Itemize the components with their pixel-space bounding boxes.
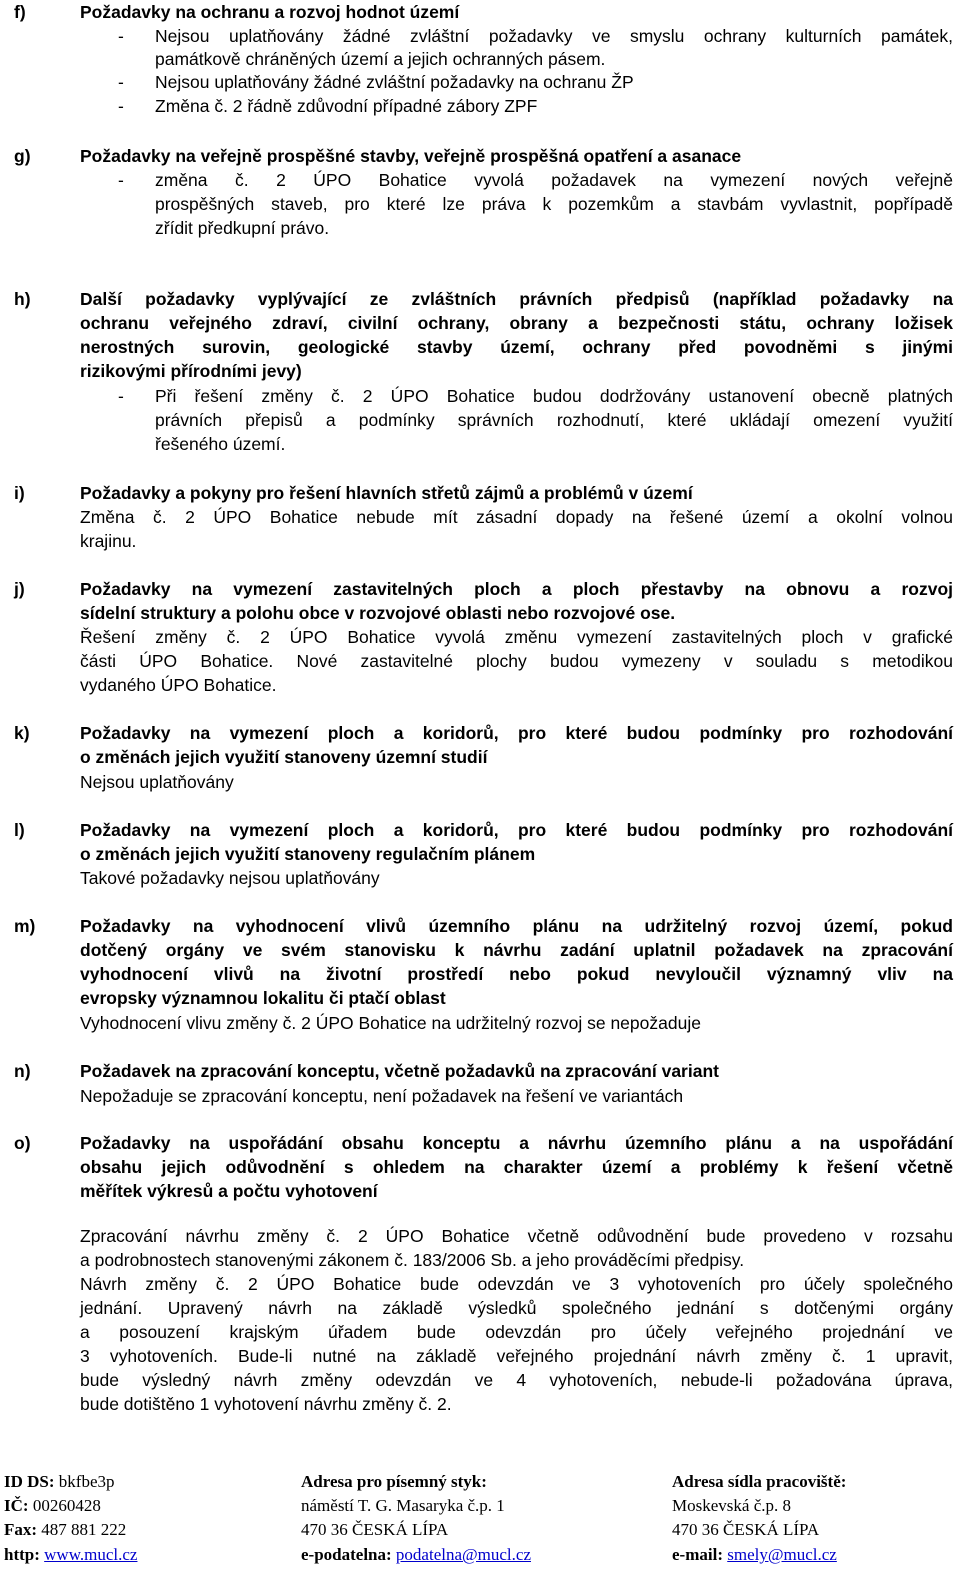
list-item: Nejsou uplatňovány žádné zvláštní požadavky ve smyslu ochrany kulturních památek,	[155, 26, 953, 46]
section-title: nerostných surovin, geologické stavby území, ochrany před povodněmi s jinými	[80, 337, 953, 357]
section-title: Požadavky na vymezení ploch a koridorů, pro které budou podmínky pro rozhodování	[80, 723, 953, 743]
section-letter: o)	[14, 1133, 31, 1153]
section-letter: m)	[14, 916, 36, 936]
paragraph-line: části ÚPO Bohatice. Nové zastavitelné plochy budou vymezeny v souladu s metodikou	[80, 651, 953, 671]
footer-label: e-podatelna:	[301, 1545, 392, 1564]
footer-http	[4, 1544, 137, 1566]
section-title: rizikovými přírodními jevy)	[80, 361, 302, 381]
section-title: Požadavky na veřejně prospěšné stavby, veřejně prospěšná opatření a asanace	[80, 146, 742, 166]
section-letter: l)	[14, 820, 25, 840]
section-letter: k)	[14, 723, 30, 743]
footer-postal-heading: Adresa pro písemný styk:	[301, 1472, 487, 1491]
section-title: měřítek výkresů a počtu vyhotovení	[80, 1181, 378, 1201]
footer-office-line: 470 36 ČESKÁ LÍPA	[672, 1520, 820, 1539]
section-title: Požadavky a pokyny pro řešení hlavních střetů zájmů a problémů v území	[80, 483, 693, 503]
section-title: dotčený orgány ve svém stanovisku k návrhu zadání uplatnil požadavek na zpracování	[80, 940, 953, 960]
email-link[interactable]: smely@mucl.cz	[727, 1545, 837, 1564]
bullet: -	[118, 386, 124, 406]
paragraph-line: jednání. Upravený návrh na základě výsledků společného jednání s dotčenými orgány	[80, 1298, 953, 1318]
paragraph-line: Takové požadavky nejsou uplatňovány	[80, 868, 380, 888]
footer-label: IČ:	[4, 1496, 29, 1515]
bullet: -	[118, 170, 124, 190]
section-title: Požadavky na vymezení ploch a koridorů, pro které budou podmínky pro rozhodování	[80, 820, 953, 840]
section-letter: n)	[14, 1061, 31, 1081]
footer-value: bkfbe3p	[54, 1472, 115, 1491]
paragraph-line: Zpracování návrhu změny č. 2 ÚPO Bohatice včetně odůvodnění bude provedeno v rozsahu	[80, 1226, 953, 1246]
footer-label: Fax:	[4, 1520, 38, 1539]
footer-label: ID DS:	[4, 1472, 55, 1491]
bullet: -	[118, 96, 124, 116]
footer-label: http:	[4, 1545, 40, 1564]
paragraph-line: změna č. 2 ÚPO Bohatice vyvolá požadavek na vymezení nových veřejně	[155, 170, 953, 190]
footer-office-heading: Adresa sídla pracoviště:	[672, 1472, 847, 1491]
list-item: Nejsou uplatňovány žádné zvláštní požadavky na ochranu ŽP	[155, 72, 634, 92]
footer-epodatelna	[301, 1544, 531, 1566]
paragraph-line: Nejsou uplatňovány	[80, 772, 234, 792]
footer-id-ds	[4, 1471, 115, 1493]
footer-ic	[4, 1495, 101, 1517]
footer-email	[672, 1544, 837, 1566]
section-title: Požadavek na zpracování konceptu, včetně požadavků na zpracování variant	[80, 1061, 719, 1081]
list-item: památkově chráněných území a jejich ochranných pásem.	[155, 49, 606, 69]
paragraph-line: a podrobnostech stanovenými zákonem č. 183/2006 Sb. a jeho prováděcími předpisy.	[80, 1250, 745, 1270]
list-item: Změna č. 2 řádně zdůvodní případné zábory ZPF	[155, 96, 538, 116]
paragraph-line: právních přepisů a podmínky správních rozhodnutí, které ukládají omezení využití	[155, 410, 953, 430]
footer-value: 487 881 222	[37, 1520, 127, 1539]
bullet: -	[118, 72, 124, 92]
epodatelna-link[interactable]: podatelna@mucl.cz	[395, 1545, 531, 1564]
paragraph-line: zřídit předkupní právo.	[155, 218, 330, 238]
paragraph-line: Řešení změny č. 2 ÚPO Bohatice vyvolá změnu vymezení zastavitelných ploch v grafické	[80, 627, 953, 647]
bullet: -	[118, 26, 124, 46]
section-letter: i)	[14, 483, 25, 503]
footer-office-line: Moskevská č.p. 8	[672, 1496, 791, 1515]
paragraph-line: prospěšných staveb, pro které lze práva k pozemkům a stavbám vyvlastnit, popřípadě	[155, 194, 953, 214]
paragraph-line: 3 vyhotoveních. Bude-li nutné na základě veřejného projednání návrh změny č. 1 upravit,	[80, 1346, 953, 1366]
section-title: Další požadavky vyplývající ze zvláštních právních předpisů (například požadavky na	[80, 289, 953, 309]
paragraph-line: Změna č. 2 ÚPO Bohatice nebude mít zásadní dopady na řešené území a okolní volnou	[80, 507, 953, 527]
section-letter: f)	[14, 2, 26, 22]
section-title: obsahu jejich odůvodnění s ohledem na charakter území a problémy k řešení včetně	[80, 1157, 953, 1177]
section-title: vyhodnocení vlivů na životní prostředí nebo pokud nevyloučil významný vliv na	[80, 964, 953, 984]
paragraph-line: bude dotištěno 1 vyhotovení návrhu změny č. 2.	[80, 1394, 452, 1414]
paragraph-line: Nepožaduje se zpracování konceptu, není požadavek na řešení ve variantách	[80, 1086, 684, 1106]
footer-fax	[4, 1519, 126, 1541]
section-title: Požadavky na vymezení zastavitelných ploch a ploch přestavby na obnovu a rozvoj	[80, 579, 953, 599]
paragraph-line: bude výsledný návrh změny odevzdán ve 4 vyhotoveních, nebude-li požadována úprava,	[80, 1370, 953, 1390]
footer-value: 00260428	[28, 1496, 101, 1515]
section-title: o změnách jejich využití stanoveny regulačním plánem	[80, 844, 536, 864]
paragraph-line: a posouzení krajským úřadem bude odevzdán pro účely veřejného projednání ve	[80, 1322, 953, 1342]
section-letter: j)	[14, 579, 25, 599]
section-title: Požadavky na uspořádání obsahu konceptu a návrhu územního plánu a na uspořádání	[80, 1133, 953, 1153]
paragraph-line: řešeného území.	[155, 434, 286, 454]
paragraph-line: Vyhodnocení vlivu změny č. 2 ÚPO Bohatice na udržitelný rozvoj se nepožaduje	[80, 1013, 701, 1033]
section-letter: h)	[14, 289, 31, 309]
section-letter: g)	[14, 146, 31, 166]
paragraph-line: vydaného ÚPO Bohatice.	[80, 675, 277, 695]
footer-postal-line: 470 36 ČESKÁ LÍPA	[301, 1520, 449, 1539]
section-title: Požadavky na vyhodnocení vlivů územního plánu na udržitelný rozvoj území, pokud	[80, 916, 953, 936]
section-title: ochranu veřejného zdraví, civilní ochrany, obrany a bezpečnosti státu, ochrany ložisek	[80, 313, 953, 333]
paragraph-line: Návrh změny č. 2 ÚPO Bohatice bude odevzdán ve 3 vyhotoveních pro účely společného	[80, 1274, 953, 1294]
paragraph-line: krajinu.	[80, 531, 137, 551]
section-title: evropsky významnou lokalitu či ptačí oblast	[80, 988, 446, 1008]
section-title: o změnách jejich využití stanoveny územní studií	[80, 747, 488, 767]
section-title: sídelní struktury a polohu obce v rozvojové oblasti nebo rozvojové ose.	[80, 603, 676, 623]
footer-label: e-mail:	[672, 1545, 723, 1564]
website-link[interactable]: www.mucl.cz	[44, 1545, 138, 1564]
footer-postal-line: náměstí T. G. Masaryka č.p. 1	[301, 1496, 505, 1515]
paragraph-line: Při řešení změny č. 2 ÚPO Bohatice budou dodržovány ustanovení obecně platných	[155, 386, 953, 406]
section-title: Požadavky na ochranu a rozvoj hodnot území	[80, 2, 460, 22]
